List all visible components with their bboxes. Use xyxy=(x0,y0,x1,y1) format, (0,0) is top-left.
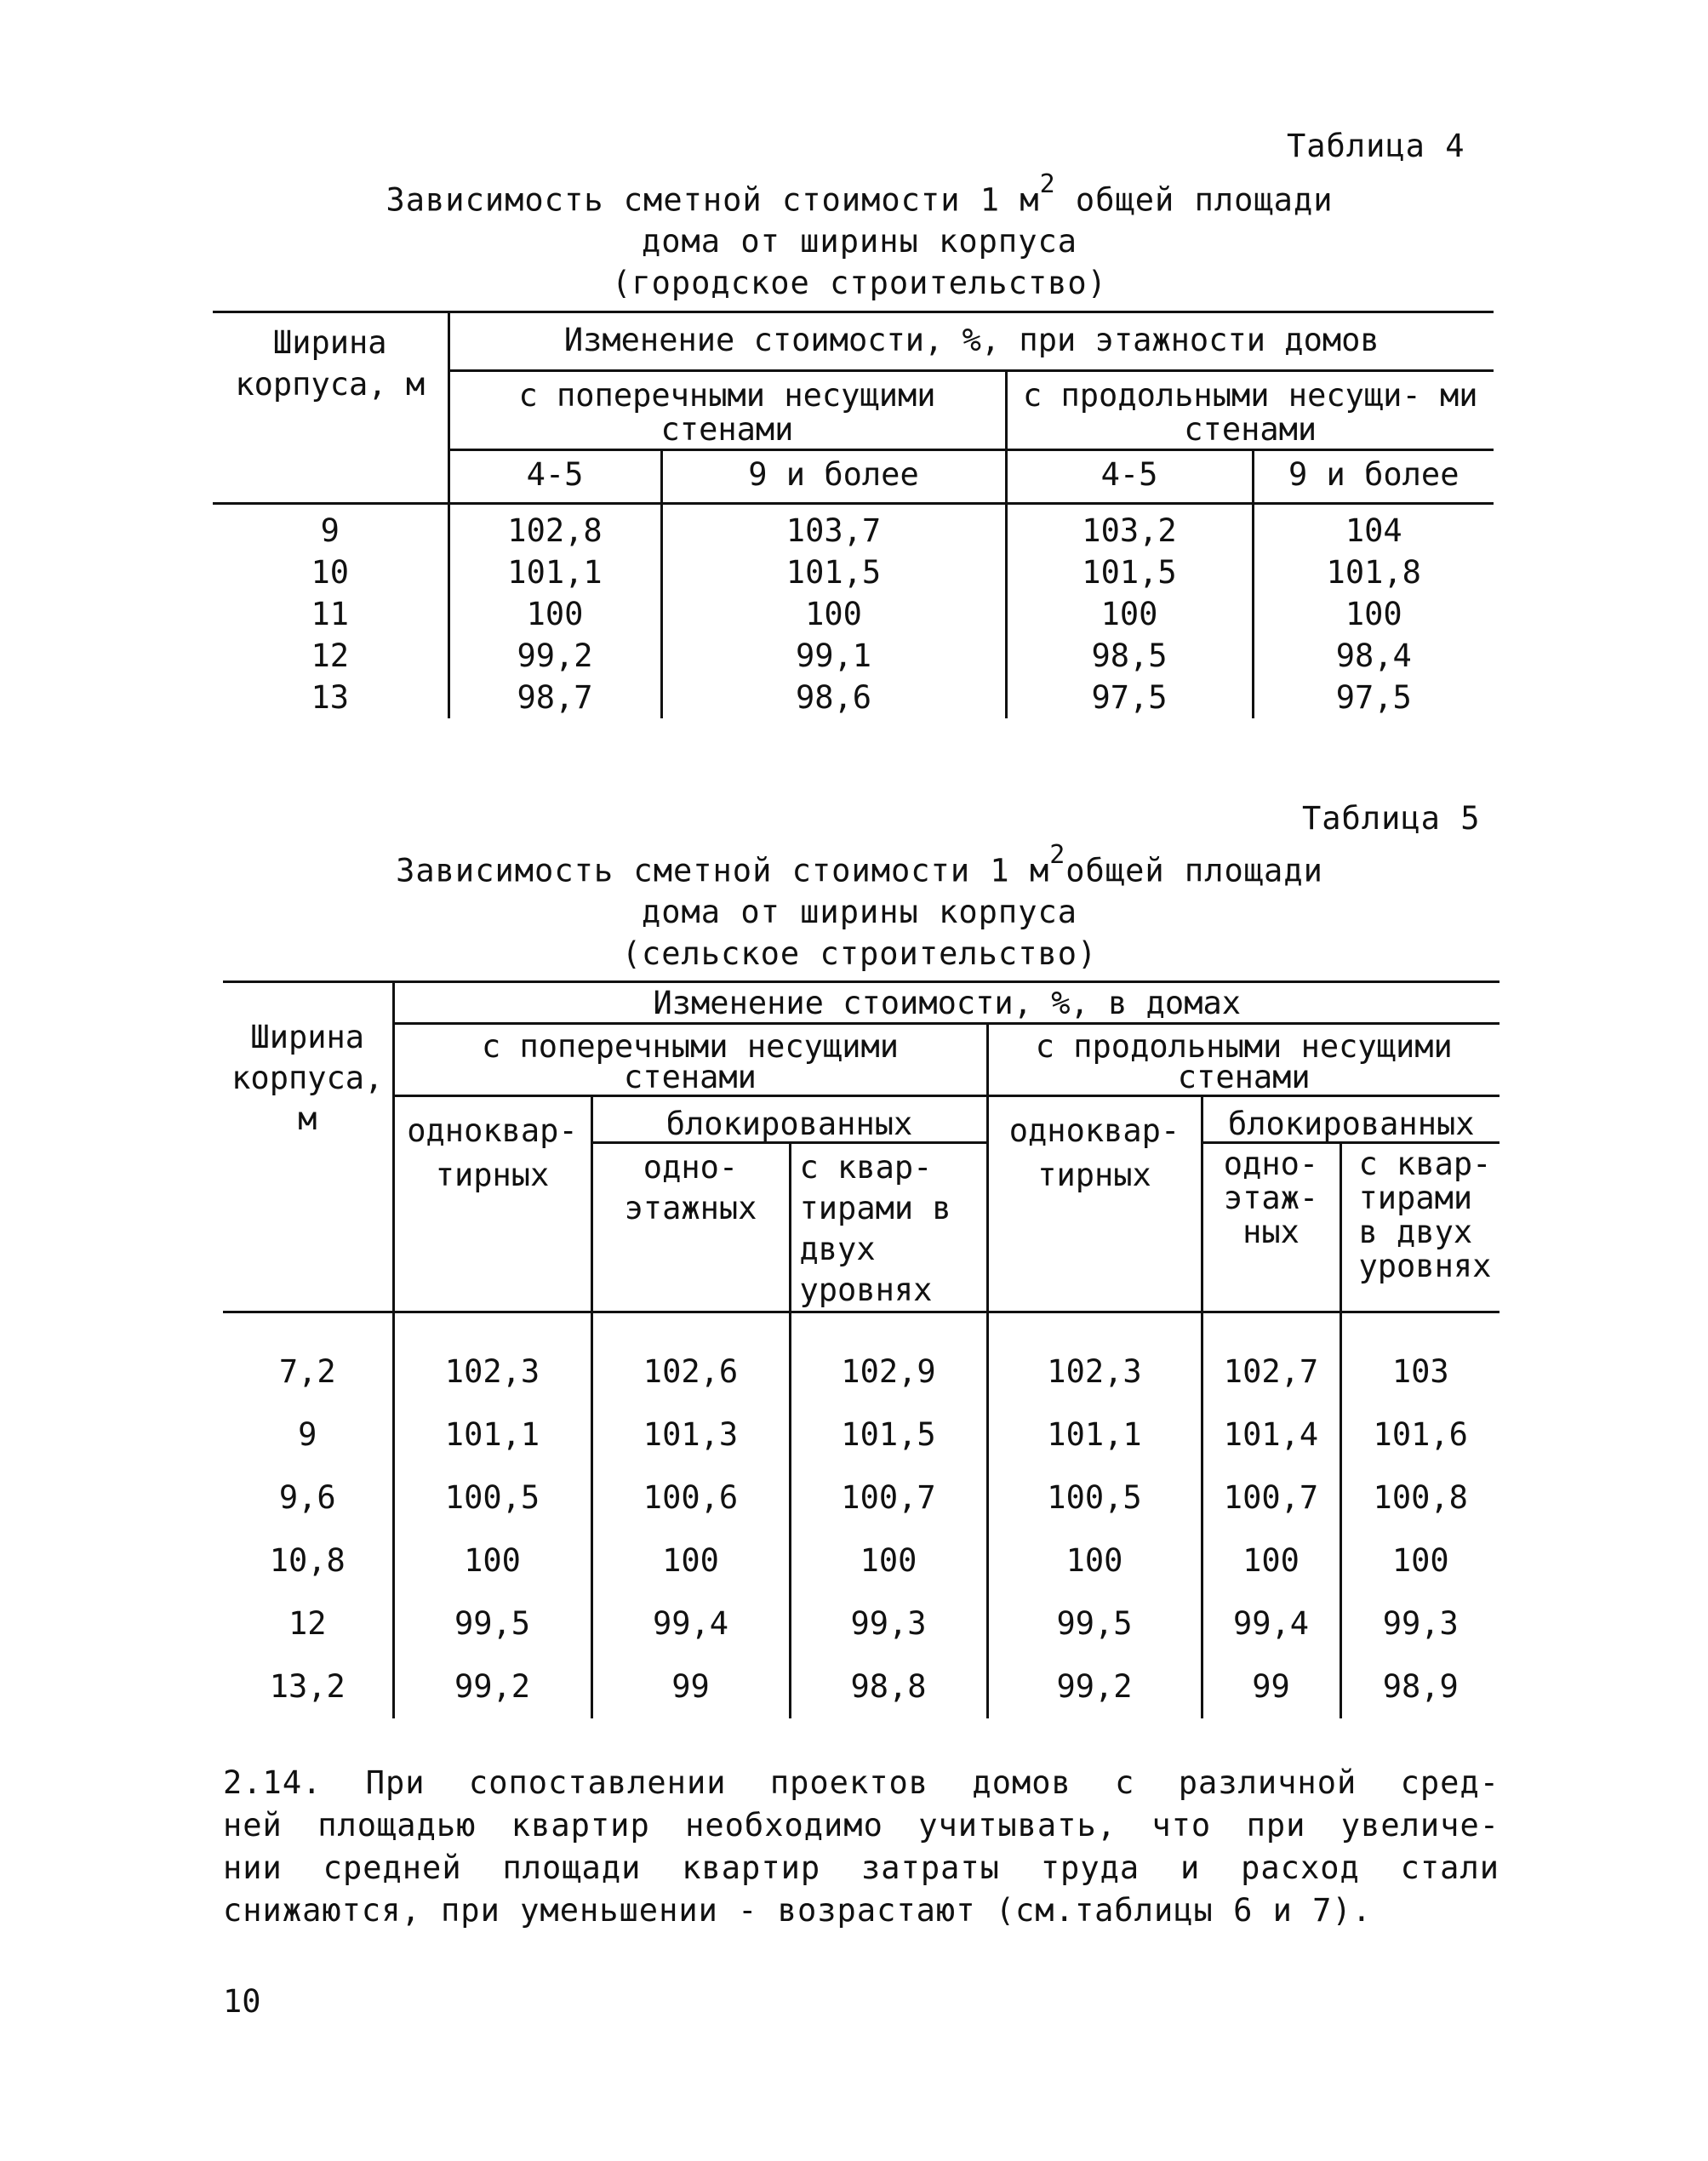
table4-cell-value: 99,2 xyxy=(448,635,661,677)
table5-cell-width: 12 xyxy=(223,1592,393,1655)
table4-cell-value: 100 xyxy=(1345,596,1402,632)
table5-cell-value: 100 xyxy=(393,1529,591,1592)
table5-cell-value: 99,2 xyxy=(987,1655,1202,1718)
table5-cell-width: 13,2 xyxy=(223,1655,393,1718)
table5-cell-width: 9 xyxy=(223,1404,393,1466)
table5-cell-value: 101,1 xyxy=(987,1404,1202,1466)
table5-cell-value: 102,9 xyxy=(790,1312,987,1404)
table4-cell-value: 103,7 xyxy=(661,504,1006,552)
table4-cell-value: 102,8 xyxy=(448,504,661,552)
paragraph-line: 2.14. При сопоставлении проектов домов с различной сред- xyxy=(223,1764,1499,1801)
table5-row xyxy=(223,1404,1499,1466)
table4-cell-value: 100 xyxy=(448,593,661,635)
table4-cell-value: 101,5 xyxy=(1006,552,1253,593)
table5-cell-value: 99,5 xyxy=(393,1592,591,1655)
table5-cell-value: 100,8 xyxy=(1373,1479,1468,1516)
table5-cell-value: 100 xyxy=(1391,1542,1449,1579)
table4-cell-value: 100 xyxy=(1006,593,1253,635)
table5-cell-value: 99 xyxy=(1202,1655,1340,1718)
table4-cell-value: 99,1 xyxy=(661,635,1006,677)
table4-title-line1-post: общей площади xyxy=(1055,181,1334,219)
table4-cell-value: 97,5 xyxy=(1335,679,1412,716)
table5-title-line2: дома от ширины корпуса xyxy=(641,894,1078,931)
table5-cell-value: 100 xyxy=(591,1529,790,1592)
table5-header-b-blocked: блокированных xyxy=(1202,1096,1499,1143)
table5-cell-value: 100,6 xyxy=(591,1466,790,1529)
paragraph-line: ней площадью квартир необходимо учитывать, что при увеличе- xyxy=(223,1807,1499,1844)
table4-cell-width: 12 xyxy=(213,635,448,677)
table5-cell-value: 99,5 xyxy=(987,1592,1202,1655)
table5-cell-value: 102,7 xyxy=(1202,1312,1340,1404)
table4-header-a-9: 9 и более xyxy=(661,450,1006,504)
table5-title-line3: (сельское строительство) xyxy=(621,935,1098,973)
table5-row xyxy=(223,1529,1499,1592)
paragraph-line: снижаются, при уменьшении - возрастают (см.таблицы 6 и 7). xyxy=(223,1892,1373,1929)
table4-row xyxy=(213,593,1494,635)
table4-cell-value: 98,6 xyxy=(661,677,1006,718)
table5-title xyxy=(221,841,1498,975)
table5-cell-value: 100,7 xyxy=(790,1466,987,1529)
table5-cell-value: 100 xyxy=(987,1529,1202,1592)
table5-label: Таблица 5 xyxy=(1302,800,1481,837)
table5-title-sup: 2 xyxy=(1049,840,1066,870)
table4-row xyxy=(213,677,1494,718)
table5-cell-value: 99,4 xyxy=(1202,1592,1340,1655)
table5-row xyxy=(223,1655,1499,1718)
table5-cell-value: 101,6 xyxy=(1373,1416,1468,1453)
table5-cell-value: 98,8 xyxy=(790,1655,987,1718)
table5-cell-value: 99,3 xyxy=(790,1592,987,1655)
table5-cell-value: 100,5 xyxy=(987,1466,1202,1529)
table5-row xyxy=(223,1466,1499,1529)
table4-title-line2: дома от ширины корпуса xyxy=(641,223,1078,260)
table4-cell-value: 98,4 xyxy=(1335,637,1412,674)
table4-header-width: Ширина корпуса, м xyxy=(213,312,448,504)
table5-cell-value: 99,2 xyxy=(393,1655,591,1718)
table5-cell-value: 99,3 xyxy=(1382,1605,1459,1642)
table5 xyxy=(223,980,1499,1718)
table5-header-width: Ширина корпуса, м xyxy=(223,982,393,1312)
body-paragraph xyxy=(223,1762,1499,1932)
table4-title-line1-pre: Зависимость сметной стоимости 1 м xyxy=(386,181,1040,219)
table4-cell-value: 101,5 xyxy=(661,552,1006,593)
table5-cell-value: 101,3 xyxy=(591,1404,790,1466)
table5-cell-width: 10,8 xyxy=(223,1529,393,1592)
table5-title-line1-post: общей площади xyxy=(1065,852,1323,889)
table4-row xyxy=(213,552,1494,593)
table5-cell-value: 100 xyxy=(790,1529,987,1592)
table4-cell-width: 10 xyxy=(213,552,448,593)
table4-cell-width: 13 xyxy=(213,677,448,718)
table5-header-transverse: с поперечными несущими стенами xyxy=(393,1024,987,1096)
table4-cell-value: 97,5 xyxy=(1006,677,1253,718)
table5-header-a-one-floor: одно- этажных xyxy=(591,1143,790,1312)
table5-cell-width: 9,6 xyxy=(223,1466,393,1529)
table4-title-line3: (городское строительство) xyxy=(612,265,1107,302)
table4-cell-value: 98,7 xyxy=(448,677,661,718)
table4-header-b-9: 9 и более xyxy=(1253,450,1494,504)
table5-row xyxy=(223,1592,1499,1655)
table5-cell-value: 101,4 xyxy=(1202,1404,1340,1466)
table4-cell-width: 11 xyxy=(213,593,448,635)
table4-row xyxy=(213,504,1494,552)
table4-row xyxy=(213,635,1494,677)
table5-cell-value: 100,5 xyxy=(393,1466,591,1529)
table5-title-line1-pre: Зависимость сметной стоимости 1 м xyxy=(396,852,1050,889)
table4-cell-value: 101,8 xyxy=(1326,554,1421,591)
table4-cell-value: 103,2 xyxy=(1006,504,1253,552)
table5-header-b-one-floor: одно- этаж- ных xyxy=(1202,1143,1340,1312)
table5-row xyxy=(223,1312,1499,1404)
table5-cell-value: 102,6 xyxy=(591,1312,790,1404)
table4-header-a-4-5: 4-5 xyxy=(448,450,661,504)
table5-cell-value: 102,3 xyxy=(987,1312,1202,1404)
table5-header-b-one-apartment: одноквар- тирных xyxy=(987,1096,1202,1312)
table4-cell-value: 101,1 xyxy=(448,552,661,593)
table5-cell-value: 99,4 xyxy=(591,1592,790,1655)
table4-header-transverse: с поперечными несущими стенами xyxy=(448,371,1006,450)
table5-header-longitudinal: с продольными несущими стенами xyxy=(987,1024,1499,1096)
table5-header-b-two-level: с квар- тирами в двух уровнях xyxy=(1340,1143,1499,1312)
table5-cell-value: 103 xyxy=(1391,1353,1449,1390)
table5-cell-value: 101,1 xyxy=(393,1404,591,1466)
table4-title-sup: 2 xyxy=(1039,169,1056,199)
table4-cell-width: 9 xyxy=(213,504,448,552)
table5-cell-value: 102,3 xyxy=(393,1312,591,1404)
table4-cell-value: 100 xyxy=(661,593,1006,635)
table5-cell-width: 7,2 xyxy=(223,1312,393,1404)
table5-header-a-two-level: с квар- тирами в двух уровнях xyxy=(790,1143,987,1312)
table5-cell-value: 98,9 xyxy=(1382,1668,1459,1705)
table5-cell-value: 101,5 xyxy=(790,1404,987,1466)
table4-cell-value: 104 xyxy=(1345,512,1402,549)
table4-title xyxy=(221,170,1498,304)
table4-cell-value: 98,5 xyxy=(1006,635,1253,677)
table5-header-a-one-apartment: одноквар- тирных xyxy=(393,1096,591,1312)
table4 xyxy=(213,311,1494,718)
table4-header-b-4-5: 4-5 xyxy=(1006,450,1253,504)
paragraph-line: нии средней площади квартир затраты труда и расход стали xyxy=(223,1849,1499,1886)
table5-header-group: Изменение стоимости, %, в домах xyxy=(393,982,1499,1024)
table5-cell-value: 100 xyxy=(1202,1529,1340,1592)
page-number: 10 xyxy=(223,1983,261,2020)
table4-label: Таблица 4 xyxy=(1287,128,1465,164)
table4-header-longitudinal: с продольными несущи- ми стенами xyxy=(1006,371,1494,450)
table4-header-group: Изменение стоимости, %, при этажности домов xyxy=(448,312,1494,371)
table5-cell-value: 100,7 xyxy=(1202,1466,1340,1529)
table5-header-a-blocked: блокированных xyxy=(591,1096,987,1143)
table5-cell-value: 99 xyxy=(591,1655,790,1718)
